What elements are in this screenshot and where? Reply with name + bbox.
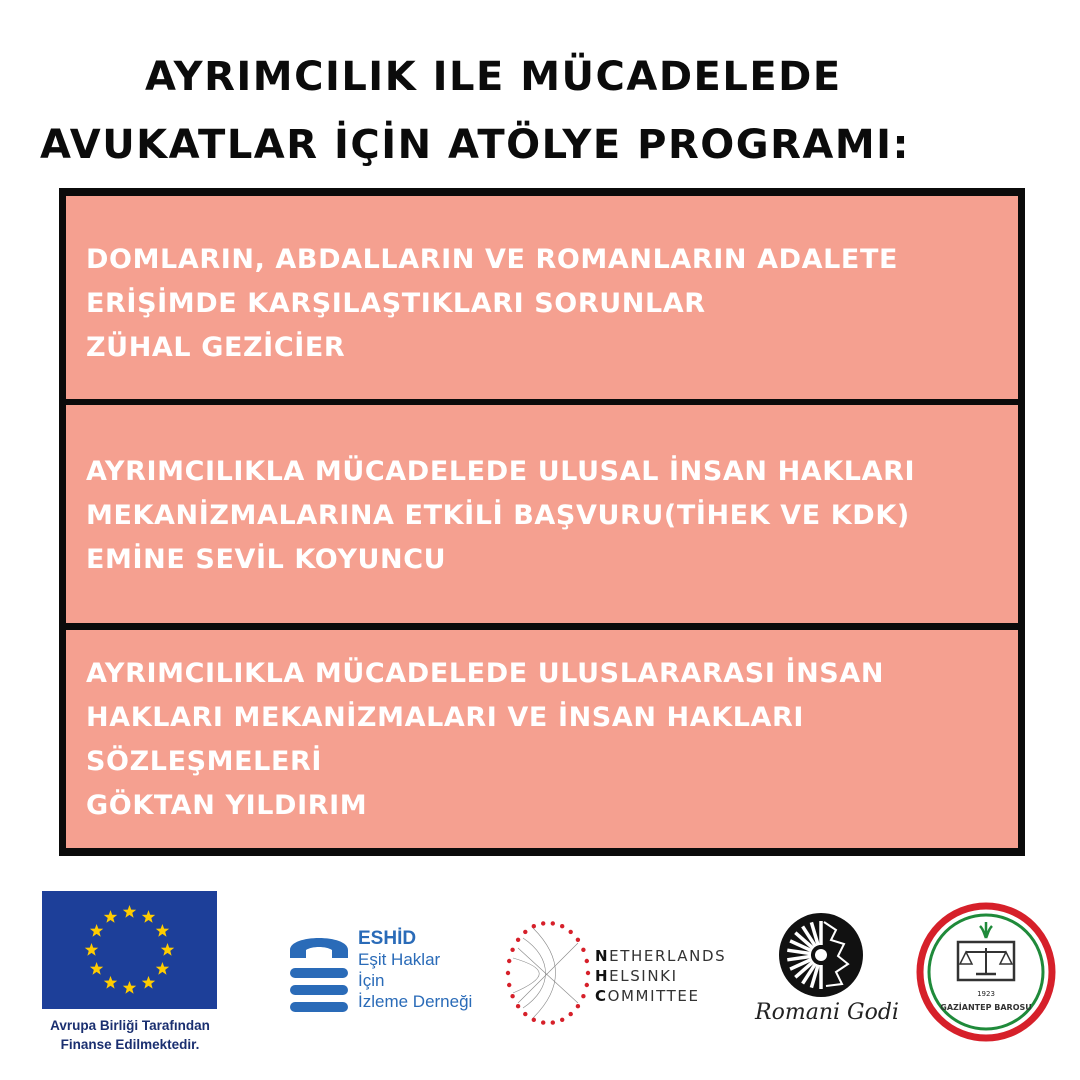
session-2-speaker: EMİNE SEVİL KOYUNCU	[86, 544, 447, 575]
session-3-title-line-1: AYRIMCILIKLA MÜCADELEDE ULUSLARARASI İNSAN	[86, 658, 885, 689]
dot-circle-icon	[503, 918, 593, 1028]
nhc-word-1: ETHERLANDS	[609, 947, 727, 965]
eu-star	[104, 910, 117, 923]
romani-godi-logo	[748, 910, 898, 1030]
baro-name: GAZİANTEP BAROSU	[940, 1003, 1032, 1012]
nhc-dot	[576, 1004, 580, 1008]
eshid-line-2: İçin	[358, 971, 385, 990]
session-3-speaker: GÖKTAN YILDIRIM	[86, 790, 368, 821]
eu-star	[161, 943, 174, 956]
nhc-initial-n: N	[595, 947, 610, 965]
eshid-line-3: İzleme Derneği	[358, 992, 473, 1011]
eu-star	[142, 976, 155, 989]
nhc-initial-c: C	[595, 987, 608, 1005]
session-2-title-line-1: AYRIMCILIKLA MÜCADELEDE ULUSAL İNSAN HAKLARI	[86, 456, 916, 487]
eu-caption-line-1: Avrupa Birliği Tarafından	[50, 1018, 210, 1033]
nhc-dot	[532, 924, 536, 928]
nhc-dot	[576, 938, 580, 942]
nhc-dot	[585, 983, 589, 987]
nhc-word-2: ELSINKI	[609, 967, 678, 985]
nhc-dot	[510, 994, 514, 998]
nhc-dot	[510, 948, 514, 952]
session-1-title-line-1: DOMLARIN, ABDALLARIN VE ROMANLARIN ADALETE	[86, 244, 899, 275]
nhc-dot	[560, 1018, 564, 1022]
session-1-speaker: ZÜHAL GEZİCİER	[86, 332, 346, 363]
nhc-dot	[523, 930, 527, 934]
session-row-1	[66, 196, 1018, 399]
nhc-dot	[532, 1018, 536, 1022]
eu-star	[123, 981, 136, 994]
eu-star	[85, 943, 98, 956]
bar-association-seal-icon	[916, 902, 1056, 1042]
nhc-dot	[551, 921, 555, 925]
eu-star	[142, 910, 155, 923]
title-line-1: AYRIMCILIK ILE MÜCADELEDE	[145, 54, 842, 100]
nhc-word-3: OMMITTEE	[607, 987, 700, 1005]
eu-star	[156, 962, 169, 975]
gaziantep-barosu-logo	[916, 902, 1056, 1042]
baro-year: 1923	[977, 990, 995, 998]
nhc-initial-h: H	[595, 967, 610, 985]
eu-star	[123, 905, 136, 918]
title-line-2: AVUKATLAR İÇİN ATÖLYE PROGRAMI:	[40, 122, 911, 168]
nhc-dot	[541, 1020, 545, 1024]
eshid-brand: ESHİD	[358, 928, 417, 949]
nhc-dot	[581, 948, 585, 952]
program-table	[59, 188, 1025, 856]
telephone-icon	[286, 928, 352, 1020]
session-row-2	[66, 405, 1018, 623]
session-3-title-line-2: HAKLARI MEKANİZMALARI VE İNSAN HAKLARI	[86, 702, 805, 733]
nhc-dot	[569, 930, 573, 934]
nhc-dot	[523, 1012, 527, 1016]
session-row-3	[66, 630, 1018, 848]
eu-star	[90, 924, 103, 937]
nhc-dot	[507, 983, 511, 987]
nhc-dot	[569, 1012, 573, 1016]
eu-caption	[30, 1016, 230, 1054]
nhc-dot	[551, 1020, 555, 1024]
romani-godi-name: Romani Godi	[755, 1000, 899, 1025]
nhc-dot	[586, 971, 590, 975]
eu-stars-icon	[42, 891, 217, 1009]
nhc-dot	[581, 994, 585, 998]
nhc-dot	[516, 1004, 520, 1008]
session-3-title-line-3: SÖZLEŞMELERİ	[86, 746, 323, 777]
nhc-dot	[506, 971, 510, 975]
nhc-dot	[560, 924, 564, 928]
nhc-dot	[585, 959, 589, 963]
nhc-dot	[516, 938, 520, 942]
nhc-dot	[507, 959, 511, 963]
eu-star	[104, 976, 117, 989]
eshid-line-1: Eşit Haklar	[358, 950, 441, 969]
session-1-title-line-2: ERİŞİMDE KARŞILAŞTIKLARI SORUNLAR	[86, 288, 706, 319]
eu-star	[156, 924, 169, 937]
session-2-title-line-2: MEKANİZMALARINA ETKİLİ BAŞVURU(TİHEK VE KDK)	[86, 500, 910, 531]
eu-caption-line-2: Finanse Edilmektedir.	[60, 1037, 200, 1052]
wheel-brain-icon	[776, 910, 866, 1000]
nhc-dot	[541, 921, 545, 925]
eu-star	[90, 962, 103, 975]
eu-flag-logo	[42, 891, 217, 1009]
